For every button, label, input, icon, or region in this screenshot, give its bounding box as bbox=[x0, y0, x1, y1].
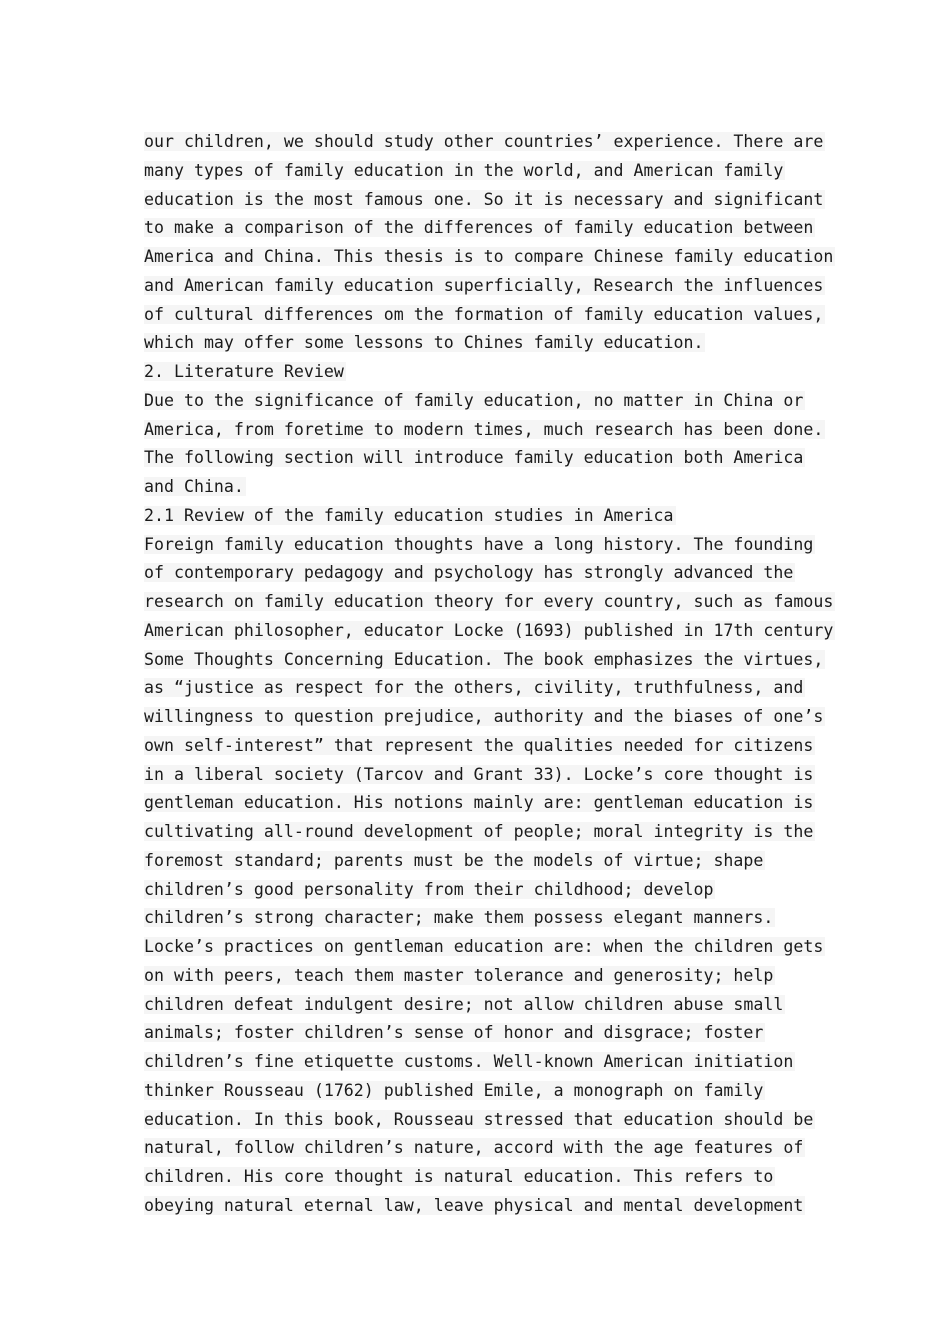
text-line bbox=[144, 358, 816, 387]
text-line-content: natural, follow children’s nature, accord with the age features of bbox=[144, 1138, 804, 1158]
text-line-content: education. In this book, Rousseau stressed that education should be bbox=[144, 1109, 814, 1129]
text-line-content: children’s strong character; make them possess elegant manners. bbox=[144, 908, 774, 928]
text-line bbox=[144, 818, 816, 847]
text-line-content: in a liberal society (Tarcov and Grant 33). Locke’s core thought is bbox=[144, 764, 814, 784]
text-line-content: foremost standard; parents must be the models of virtue; shape bbox=[144, 850, 764, 870]
text-line bbox=[144, 674, 816, 703]
text-line-content: of cultural differences om the formation of family education values, bbox=[144, 304, 824, 324]
text-line bbox=[144, 329, 816, 358]
text-line-content: America and China. This thesis is to compare Chinese family education bbox=[144, 247, 834, 266]
text-line bbox=[144, 1163, 816, 1192]
text-line bbox=[144, 444, 816, 473]
text-line bbox=[144, 186, 824, 215]
text-line-content: children defeat indulgent desire; not allow children abuse small bbox=[144, 994, 784, 1014]
text-line bbox=[144, 1192, 816, 1221]
text-line-content: 2. Literature Review bbox=[144, 362, 344, 381]
text-line-content: our children, we should study other countries’ experience. There are bbox=[144, 132, 824, 151]
text-line-content: own self-interest” that represent the qualities needed for citizens bbox=[144, 735, 814, 755]
text-line bbox=[144, 243, 834, 272]
text-line-content: animals; foster children’s sense of honor and disgrace; foster bbox=[144, 1023, 764, 1043]
text-line-content: and American family education superficially, Research the influences bbox=[144, 275, 824, 295]
text-line-content: children’s fine etiquette customs. Well-known American initiation bbox=[144, 1052, 794, 1071]
text-line bbox=[144, 646, 824, 675]
text-line-content: and China. bbox=[144, 477, 244, 496]
text-line-content: willingness to question prejudice, authority and the biases of one’s bbox=[144, 707, 824, 726]
text-line bbox=[144, 272, 824, 301]
text-line-content: thinker Rousseau (1762) published Emile, a monograph on family bbox=[144, 1080, 764, 1100]
text-line-content: to make a comparison of the differences of family education between bbox=[144, 218, 814, 238]
text-line bbox=[144, 1019, 816, 1048]
text-line bbox=[144, 847, 816, 876]
text-line bbox=[144, 876, 816, 905]
text-line bbox=[144, 301, 824, 330]
body-text bbox=[144, 128, 834, 1221]
text-line bbox=[144, 473, 816, 502]
text-line bbox=[144, 1048, 816, 1077]
text-line bbox=[144, 962, 816, 991]
text-line-content: 2.1 Review of the family education studies in America bbox=[144, 505, 674, 525]
text-line bbox=[144, 1134, 816, 1163]
text-line-content: cultivating all-round development of people; moral integrity is the bbox=[144, 822, 814, 841]
text-line bbox=[144, 617, 834, 646]
text-line-content: children’s good personality from their childhood; develop bbox=[144, 879, 714, 899]
text-line-content: gentleman education. His notions mainly are: gentleman education is bbox=[144, 793, 814, 813]
text-line bbox=[144, 761, 816, 790]
text-line bbox=[144, 732, 816, 761]
text-line bbox=[144, 789, 816, 818]
text-line-content: children. His core thought is natural education. This refers to bbox=[144, 1167, 774, 1186]
text-line-content: Some Thoughts Concerning Education. The book emphasizes the virtues, bbox=[144, 649, 824, 669]
text-line-content: as “justice as respect for the others, civility, truthfulness, and bbox=[144, 678, 804, 698]
text-line-content: The following section will introduce family education both America bbox=[144, 448, 804, 468]
text-line-content: on with peers, teach them master tolerance and generosity; help bbox=[144, 965, 774, 985]
text-line bbox=[144, 502, 816, 531]
text-line bbox=[144, 214, 816, 243]
text-line bbox=[144, 559, 816, 588]
text-line bbox=[144, 904, 816, 933]
text-line bbox=[144, 703, 824, 732]
text-line bbox=[144, 157, 816, 186]
text-line-content: research on family education theory for every country, such as famous bbox=[144, 592, 834, 611]
text-line-content: Due to the significance of family education, no matter in China or bbox=[144, 390, 804, 410]
text-line bbox=[144, 588, 834, 617]
text-line bbox=[144, 1077, 816, 1106]
text-line-content: which may offer some lessons to Chines family education. bbox=[144, 333, 704, 353]
text-line bbox=[144, 991, 816, 1020]
text-line-content: of contemporary pedagogy and psychology has strongly advanced the bbox=[144, 563, 794, 583]
text-line-content: obeying natural eternal law, leave physical and mental development bbox=[144, 1195, 804, 1215]
text-line-content: American philosopher, educator Locke (1693) published in 17th century bbox=[144, 620, 834, 640]
text-line bbox=[144, 531, 816, 560]
text-line-content: Locke’s practices on gentleman education are: when the children gets bbox=[144, 937, 824, 956]
text-line-content: education is the most famous one. So it is necessary and significant bbox=[144, 189, 824, 209]
text-line bbox=[144, 128, 824, 157]
text-line bbox=[144, 1106, 816, 1135]
text-line bbox=[144, 933, 824, 962]
text-line bbox=[144, 387, 816, 416]
text-line bbox=[144, 416, 824, 445]
text-line-content: Foreign family education thoughts have a long history. The founding bbox=[144, 534, 814, 554]
text-line-content: America, from foretime to modern times, much research has been done. bbox=[144, 419, 824, 439]
text-line-content: many types of family education in the world, and American family bbox=[144, 160, 784, 180]
